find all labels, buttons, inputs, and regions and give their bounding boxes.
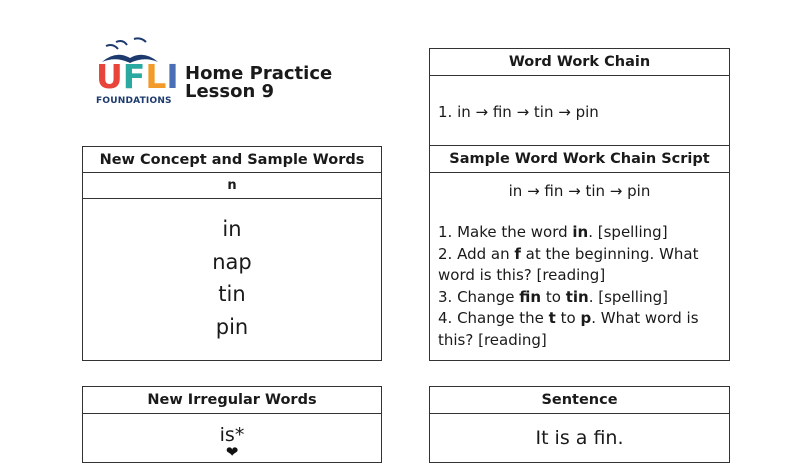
sentence-box <box>429 386 730 463</box>
sample-word: in <box>222 217 242 241</box>
word-chain: 1. in → fin → tin → pin <box>438 103 599 121</box>
page-title: Home Practice <box>185 63 333 84</box>
script-step: 1. Make the word in. [spelling] <box>438 223 668 241</box>
script-step: 3. Change fin to tin. [spelling] <box>438 287 669 306</box>
ufli-logo <box>96 36 179 108</box>
word-chain-box <box>429 48 730 146</box>
chain-script-heading: Sample Word Work Chain Script <box>430 146 729 173</box>
new-concept-box <box>82 146 382 361</box>
chain-script-box <box>429 145 730 361</box>
lesson-number: Lesson 9 <box>185 81 275 102</box>
word-chain-heading: Word Work Chain <box>430 49 729 76</box>
irregular-words-heading: New Irregular Words <box>83 387 381 414</box>
logo-letter-f: F <box>122 57 146 96</box>
sentence-text: It is a fin. <box>535 427 624 449</box>
new-concept-heading: New Concept and Sample Words <box>83 147 381 173</box>
sample-word: nap <box>212 249 252 274</box>
script-step: 4. Change the t to p. What word is this? [reading] <box>438 309 699 349</box>
concept-label: n <box>83 173 381 199</box>
logo-tagline: FOUNDATIONS <box>96 96 172 106</box>
irregular-words-box <box>82 386 382 463</box>
sample-word: pin <box>215 314 249 339</box>
logo-letter-u: U <box>96 57 123 96</box>
sample-word: tin <box>218 282 246 306</box>
heart-icon: ❤ <box>225 443 239 461</box>
logo-letter-i: I <box>166 57 179 96</box>
sentence-heading: Sentence <box>430 387 729 414</box>
script-step: 2. Add an f at the beginning. What word is this? [reading] <box>438 244 699 284</box>
sample-words <box>83 199 381 343</box>
irregular-word: is* <box>219 424 245 446</box>
logo-letter-l: L <box>145 57 167 96</box>
script-steps <box>430 222 729 351</box>
script-chain: in → fin → tin → pin <box>508 182 651 200</box>
